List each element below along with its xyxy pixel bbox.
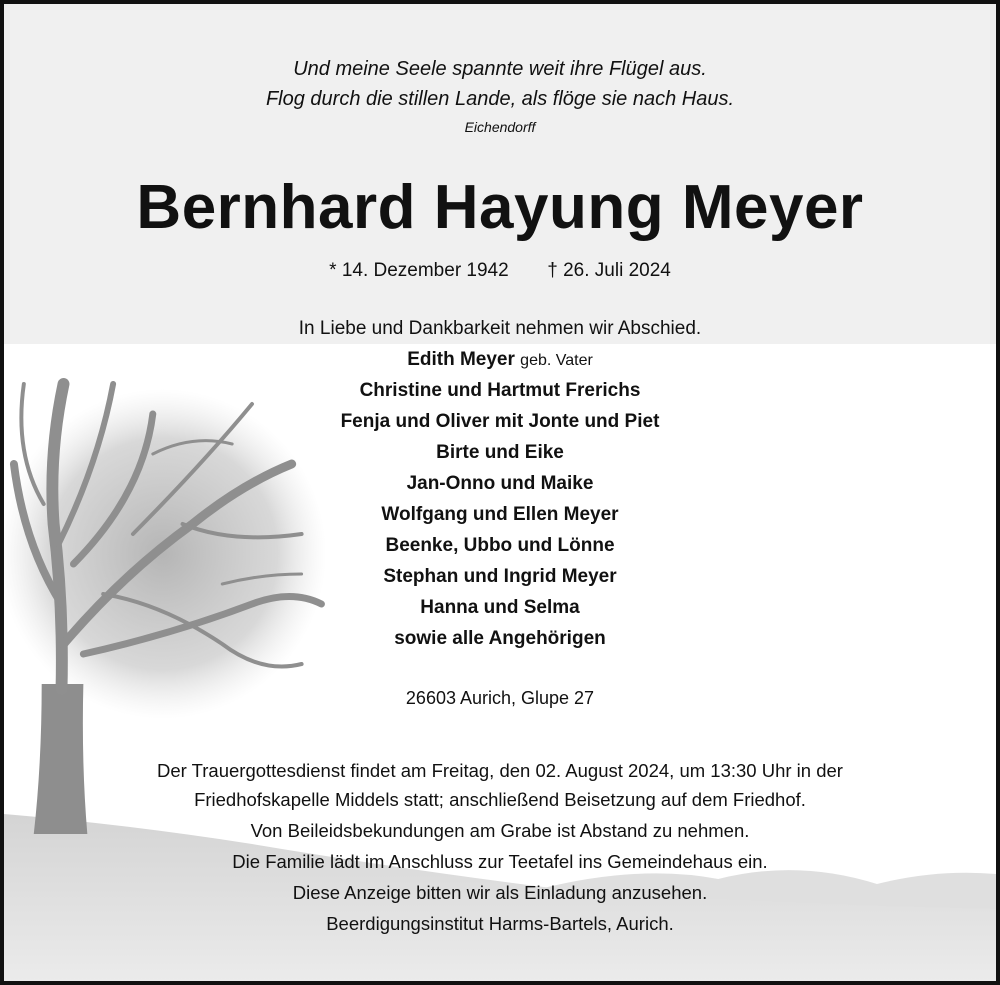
service-line: Der Trauergottesdienst findet am Freitag, den 02. August 2024, um 13:30 Uhr in der: [157, 760, 843, 781]
poem-line-2: Flog durch die stillen Lande, als flöge sie nach Haus.: [265, 88, 735, 110]
service-line: Die Familie lädt im Anschluss zur Teetafel ins Gemeindehaus ein.: [232, 851, 768, 872]
poem-author: Eichendorff: [464, 119, 536, 135]
family-member: Wolfgang und Ellen Meyer: [381, 504, 619, 525]
spouse-name: Edith Meyer: [407, 349, 515, 370]
spouse-maiden-name: geb. Vater: [520, 352, 593, 369]
spouse-line: [4, 349, 996, 371]
family-member: Fenja und Oliver mit Jonte und Piet: [340, 411, 660, 432]
family-member: Hanna und Selma: [420, 597, 580, 618]
poem-line-1: Und meine Seele spannte weit ihre Flügel aus.: [293, 58, 707, 80]
family-member: Stephan und Ingrid Meyer: [383, 566, 617, 587]
family-member: Christine und Hartmut Frerichs: [359, 380, 641, 401]
service-line: Von Beileidsbekundungen am Grabe ist Abstand zu nehmen.: [250, 820, 750, 841]
funeral-home: Beerdigungsinstitut Harms-Bartels, Aurich.: [326, 913, 674, 934]
service-line: Friedhofskapelle Middels statt; anschließend Beisetzung auf dem Friedhof.: [194, 789, 806, 810]
family-member: sowie alle Angehörigen: [394, 628, 606, 649]
family-member: Jan-Onno und Maike: [406, 473, 594, 494]
death-date: † 26. Juli 2024: [547, 260, 671, 281]
family-member: Birte und Eike: [436, 442, 564, 463]
life-dates: [4, 260, 996, 282]
deceased-name: Bernhard Hayung Meyer: [136, 173, 864, 242]
service-line: Diese Anzeige bitten wir als Einladung anzusehen.: [292, 882, 708, 903]
birth-date: * 14. Dezember 1942: [329, 260, 509, 281]
family-member: Beenke, Ubbo und Lönne: [385, 535, 615, 556]
farewell-intro: In Liebe und Dankbarkeit nehmen wir Abschied.: [298, 318, 702, 339]
family-address: 26603 Aurich, Glupe 27: [405, 688, 595, 708]
